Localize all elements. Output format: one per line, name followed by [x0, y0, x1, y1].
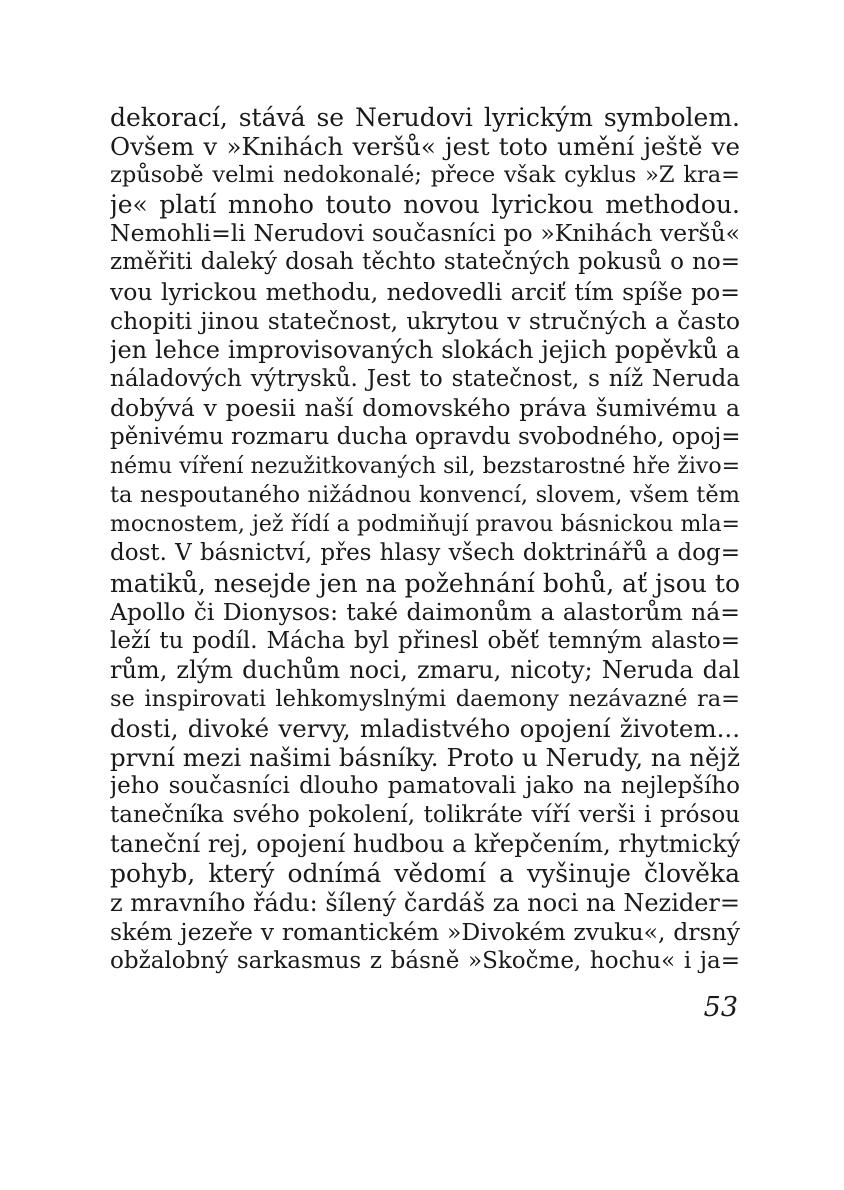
text-line: ském jezeře v romantickém »Divokém zvuku«, drsný	[110, 917, 740, 946]
body-text	[110, 103, 740, 976]
text-line: chopiti jinou statečnost, ukrytou v stručných a často	[110, 306, 740, 335]
text-line: matiků, nesejde jen na požehnání bohů, ať jsou to	[110, 568, 740, 598]
page-number: 53	[703, 992, 738, 1023]
text-line: dobývá v poesii naší domovského práva šumivému a	[110, 393, 740, 422]
text-line: způsobě velmi nedokonalé; přece však cyklus »Z kra=	[110, 162, 740, 189]
text-line: rům, zlým duchům noci, zmaru, nicoty; Neruda dal	[110, 655, 740, 684]
text-line: ta nespoutaného nižádnou konvencí, slovem, všem těm	[110, 482, 740, 509]
text-line: náladových výtrysků. Jest to statečnost, s níž Neruda	[110, 365, 740, 392]
text-line: leží tu podíl. Mácha byl přinesl oběť temným alasto=	[110, 627, 740, 654]
text-line: Apollo či Dionysos: také daimonům a alastorům ná=	[110, 597, 740, 626]
text-line: obžalobný sarkasmus z básně »Skočme, hochu« i ja=	[110, 947, 740, 974]
text-line: změřiti daleký dosah těchto statečných pokusů o no=	[110, 249, 740, 276]
text-line: dosti, divoké vervy, mladistvého opojení životem...	[110, 713, 740, 743]
text-line: Ovšem v »Knihách veršů« jest toto umění ještě ve	[110, 132, 740, 162]
text-line: tanečníka svého pokolení, tolikráte víří verši i prósou	[110, 802, 740, 829]
text-line: je« platí mnoho touto novou lyrickou methodou.	[110, 190, 740, 220]
text-line: pohyb, který odnímá vědomí a vyšinuje člověka	[110, 859, 740, 889]
text-line: z mravního řádu: šílený čardáš za noci na Nezider=	[110, 888, 740, 917]
text-line: nému víření nezužitkovaných sil, bezstarostné hře živo=	[110, 454, 740, 480]
text-line: jen lehce improvisovaných slokách jejich popěvků a	[110, 335, 740, 364]
text-line: dost. V básnictví, přes hlasy všech doktrinářů a dog=	[110, 540, 740, 567]
text-line: mocnostem, jež řídí a podmiňují pravou básnickou mla=	[110, 512, 740, 538]
text-line: pěnivému rozmaru ducha opravdu svobodného, opoj=	[110, 424, 740, 451]
text-line: dekorací, stává se Nerudovi lyrickým symbolem.	[110, 103, 740, 132]
text-line: jeho současníci dlouho pamatovali jako na nejlepšího	[110, 773, 740, 800]
text-line: taneční rej, opojení hudbou a křepčením, rhytmický	[110, 830, 740, 859]
text-line: vou lyrickou methodu, nedovedli arciť tím spíše po=	[110, 277, 740, 306]
text-line: Nemohli=li Nerudovi současníci po »Knihách veršů«	[110, 219, 740, 248]
text-line: první mezi našimi básníky. Proto u Nerudy, na nějž	[110, 743, 740, 773]
text-line: se inspirovati lehkomyslnými daemony nezávazné ra=	[110, 685, 740, 712]
